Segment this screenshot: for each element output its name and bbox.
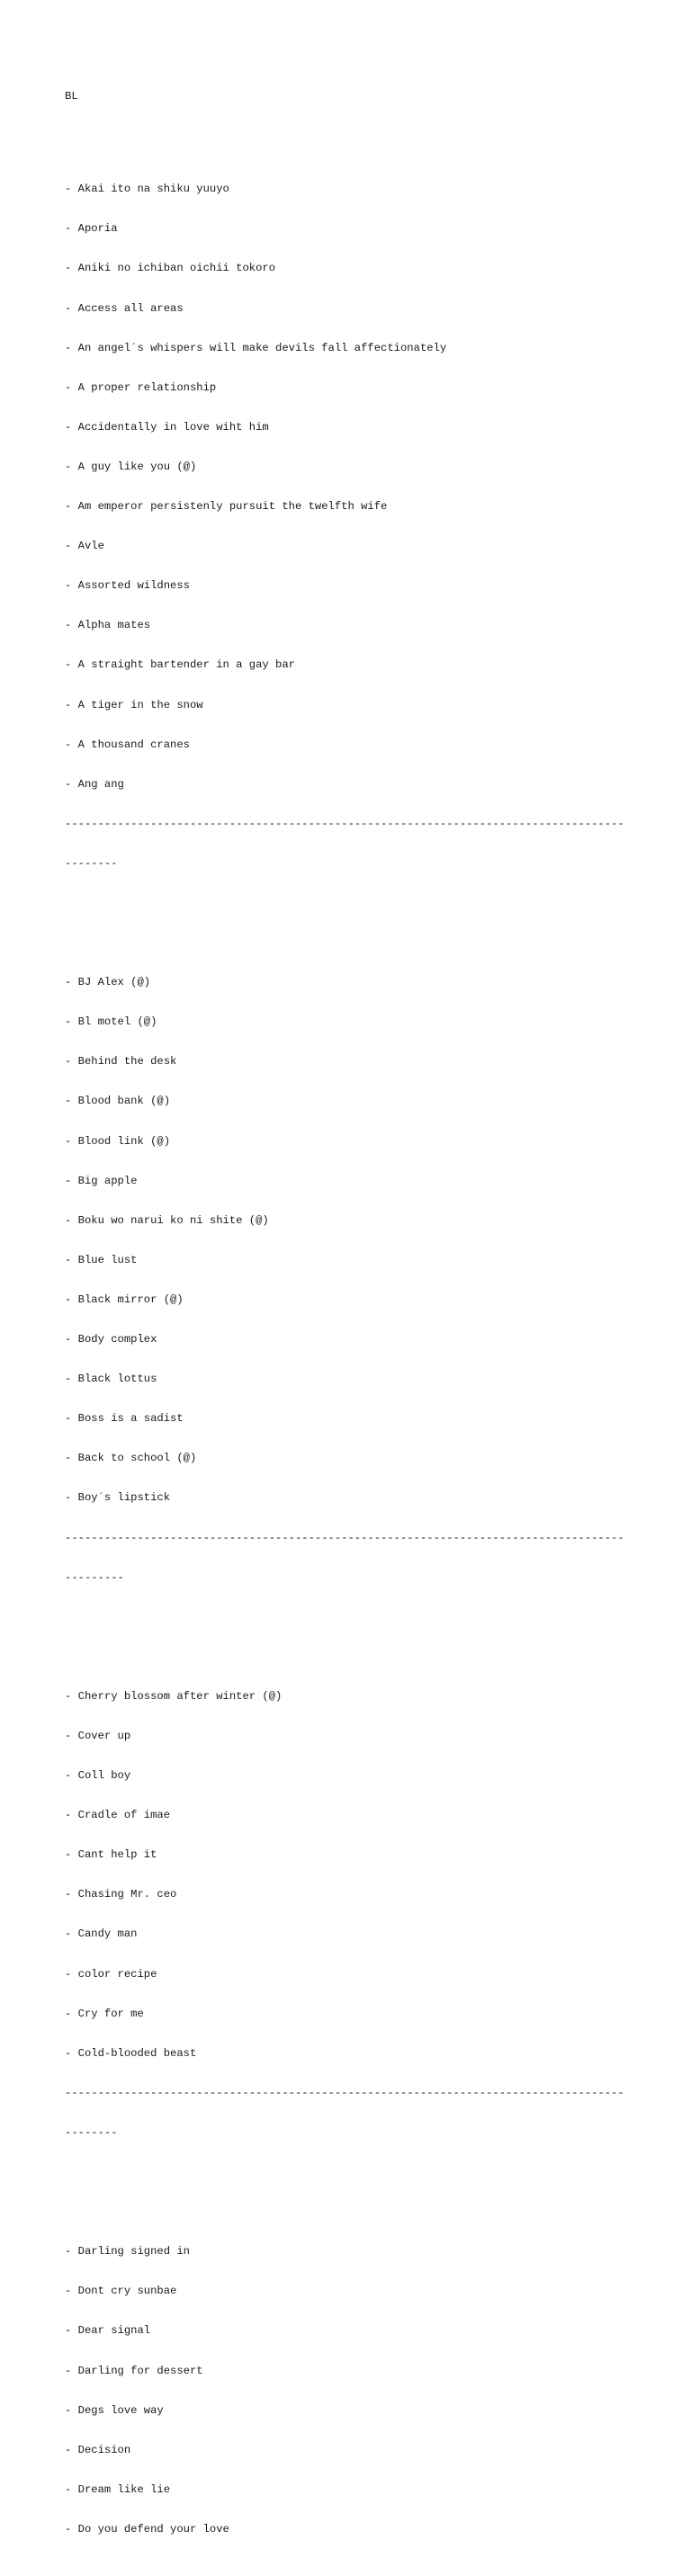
section-divider: -------------------------------------------------------------------------------------	[65, 1531, 624, 1544]
section-c	[65, 1663, 641, 2178]
list-item: - Blue lust	[65, 1253, 138, 1266]
list-item: - Cry for me	[65, 2007, 144, 2020]
list-item: - Blood bank (@)	[65, 1095, 171, 1108]
list-item: - Candy man	[65, 1928, 138, 1941]
list-item: - Accidentally in love wiht him	[65, 420, 269, 434]
list-item: - A tiger in the snow	[65, 698, 203, 711]
list-item: - Black mirror (@)	[65, 1292, 184, 1306]
list-item: - An angel´s whispers will make devils fall affectionately	[65, 341, 447, 354]
list-item: - Dont cry sunbae	[65, 2285, 177, 2298]
list-item: - Avle	[65, 540, 104, 553]
list-item: - A proper relationship	[65, 380, 217, 394]
list-item: - Back to school (@)	[65, 1452, 197, 1465]
list-item: - Darling signed in	[65, 2245, 190, 2258]
list-item: - Ang ang	[65, 777, 124, 791]
list-item: - Dream like lie	[65, 2482, 171, 2496]
list-item: - Chasing Mr. ceo	[65, 1888, 177, 1901]
list-item: - Cold-blooded beast	[65, 2046, 197, 2060]
list-item: - Akai ito na shiku yuuyo	[65, 183, 229, 196]
list-item: - Blood link (@)	[65, 1134, 171, 1148]
list-item: - Dear signal	[65, 2324, 151, 2338]
list-item: - Alpha mates	[65, 619, 151, 632]
list-item: - color recipe	[65, 1967, 157, 1981]
list-item: - Aniki no ichiban oichii tokoro	[65, 262, 276, 275]
document-page	[65, 64, 641, 2576]
list-item: - Do you defend your love	[65, 2522, 229, 2536]
list-item: - A straight bartender in a gay bar	[65, 658, 295, 672]
section-b	[65, 950, 641, 1624]
list-item: - Aporia	[65, 222, 118, 236]
section-divider: -------------------------------------------------------------------------------------	[65, 817, 624, 830]
list-item: - Boy´s lipstick	[65, 1491, 171, 1505]
section-divider-tail: --------	[65, 2125, 118, 2139]
document-title: BL	[65, 90, 78, 103]
section-divider-tail: ---------	[65, 1570, 124, 1584]
section-divider-tail: --------	[65, 856, 118, 870]
list-item: - Cherry blossom after winter (@)	[65, 1689, 283, 1703]
list-item: - Body complex	[65, 1333, 157, 1346]
section-divider: -------------------------------------------------------------------------------------	[65, 2086, 624, 2099]
list-item: - Big apple	[65, 1174, 138, 1187]
list-item: - A guy like you (@)	[65, 460, 197, 473]
section-a	[65, 157, 641, 910]
section-d	[65, 2219, 641, 2563]
list-item: - Degs love way	[65, 2403, 164, 2417]
list-item: - Cradle of imae	[65, 1809, 171, 1822]
list-item: - Assorted wildness	[65, 579, 190, 593]
list-item: - Cant help it	[65, 1848, 157, 1862]
list-item: - Cover up	[65, 1729, 131, 1742]
list-item: - Bl motel (@)	[65, 1015, 157, 1029]
list-item: - Access all areas	[65, 301, 184, 315]
list-item: - Am emperor persistenly pursuit the twelfth wife	[65, 500, 388, 514]
list-item: - Behind the desk	[65, 1055, 177, 1069]
list-item: - Black lottus	[65, 1373, 157, 1386]
list-item: - BJ Alex (@)	[65, 976, 151, 989]
list-item: - A thousand cranes	[65, 738, 190, 751]
list-item: - Darling for dessert	[65, 2364, 203, 2377]
list-item: - Boku wo narui ko ni shite (@)	[65, 1213, 269, 1227]
list-item: - Boss is a sadist	[65, 1412, 184, 1426]
list-item: - Decision	[65, 2443, 131, 2456]
list-item: - Coll boy	[65, 1769, 131, 1783]
